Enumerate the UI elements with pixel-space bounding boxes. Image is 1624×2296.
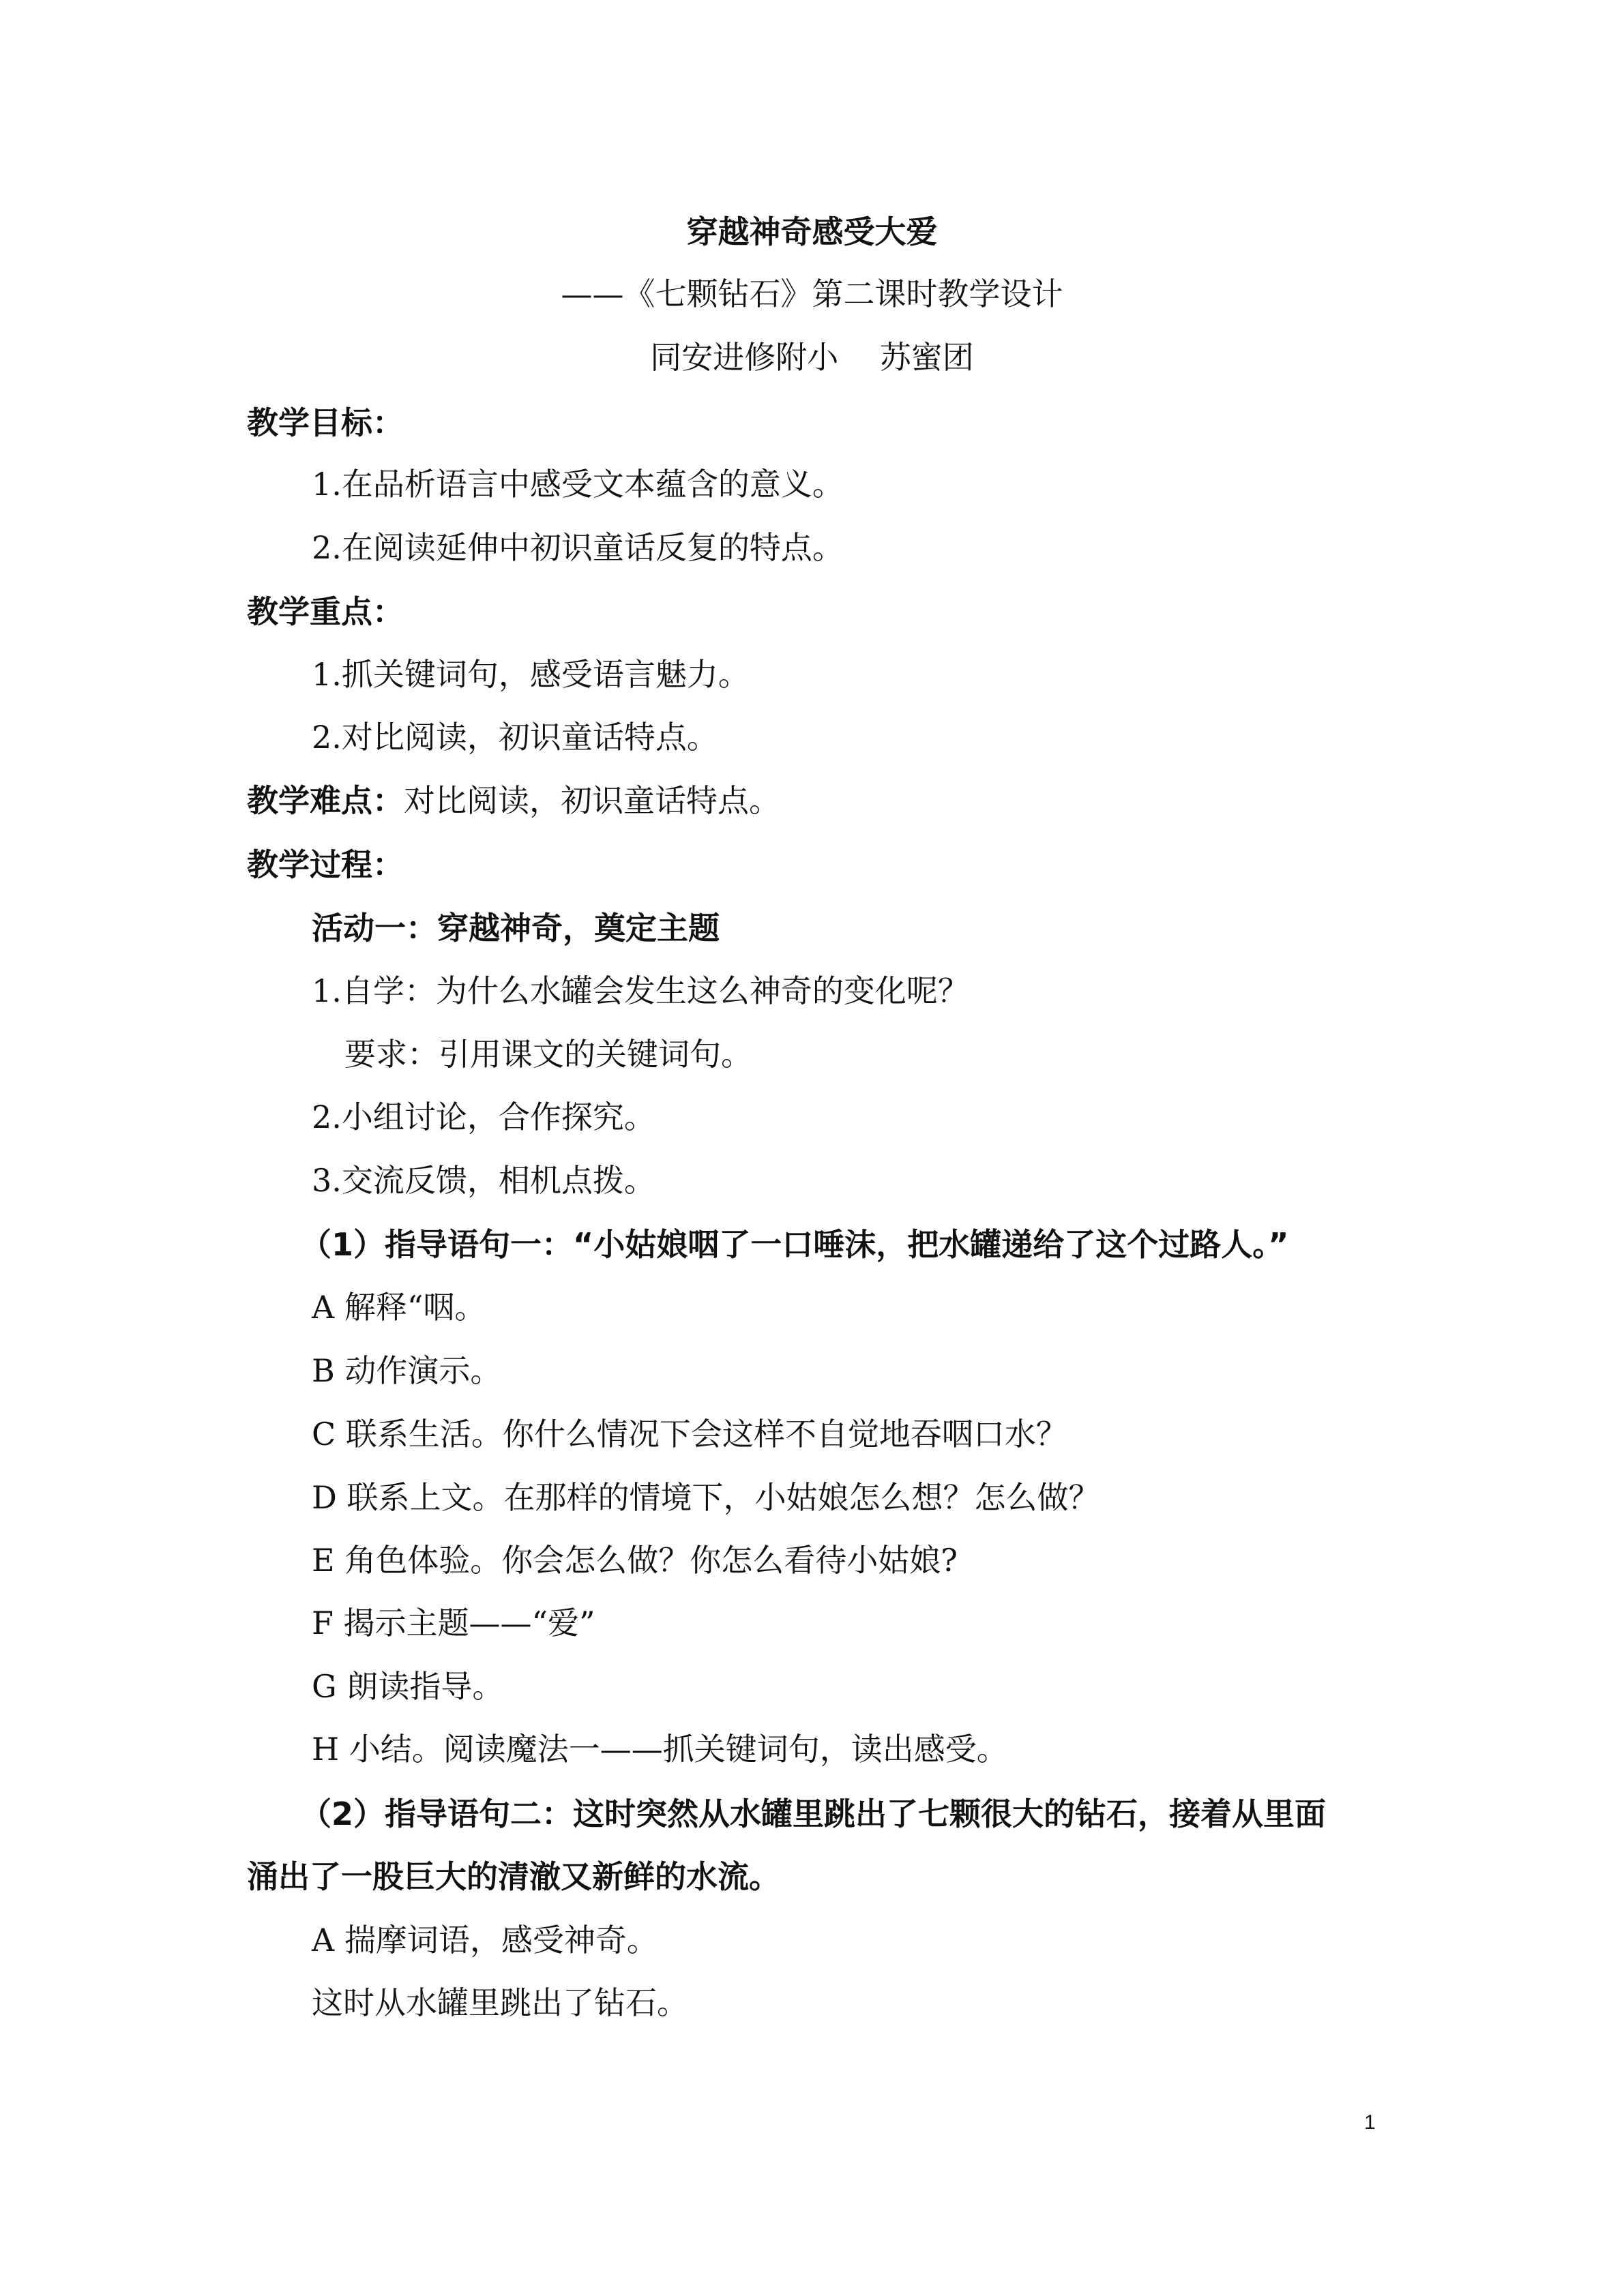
activity-title: 活动一：穿越神奇，奠定主题 (312, 910, 720, 946)
key-points-heading: 教学重点： (247, 593, 404, 630)
document-subtitle: ——《七颗钻石》第二课时教学设计 (561, 275, 1063, 312)
document-title: 穿越神奇感受大爱 (686, 213, 938, 250)
sentence-one-item: E 角色体验。你会怎么做？你怎么看待小姑娘? (312, 1542, 958, 1579)
page-number: 1 (1364, 2111, 1376, 2134)
process-heading: 教学过程： (247, 846, 404, 883)
sentence-one-item: C 联系生活。你什么情况下会这样不自觉地吞咽口水？ (312, 1416, 1067, 1452)
difficulty-text: 对比阅读，初识童话特点。 (404, 782, 780, 819)
goal-item: 1.在品析语言中感受文本蕴含的意义。 (312, 466, 844, 503)
goals-heading: 教学目标： (247, 404, 404, 441)
difficulty-line (247, 781, 780, 820)
sentence-one-item: D 联系上文。在那样的情境下，小姑娘怎么想？怎么做？ (312, 1479, 1100, 1516)
sentence-one-item: A 解释“咽。 (312, 1289, 486, 1326)
goal-item: 2.在阅读延伸中初识童话反复的特点。 (312, 529, 844, 566)
sentence-one-item: G 朗读指导。 (312, 1668, 504, 1705)
sentence-one-item: F 揭示主题——“爱” (312, 1605, 595, 1641)
document-author: 同安进修附小 苏蜜团 (650, 339, 974, 376)
sentence-two-item: A 揣摩词语，感受神奇。 (312, 1922, 658, 1958)
key-point-item: 2.对比阅读，初识童话特点。 (312, 719, 718, 756)
activity-step: 1.自学：为什么水罐会发生这么神奇的变化呢？ (312, 972, 969, 1009)
sentence-two-title-line-2: 涌出了一股巨大的清澈又新鲜的水流。 (247, 1858, 780, 1895)
activity-step: 2.小组讨论，合作探究。 (312, 1099, 655, 1135)
sentence-one-title: （1）指导语句一：“小姑娘咽了一口唾沫，把水罐递给了这个过路人。” (300, 1226, 1289, 1263)
sentence-one-item: B 动作演示。 (312, 1352, 502, 1389)
sentence-two-item: 这时从水罐里跳出了钻石。 (312, 1984, 688, 2021)
activity-step: 要求：引用课文的关键词句。 (344, 1036, 752, 1073)
sentence-one-item: H 小结。阅读魔法一——抓关键词句，读出感受。 (312, 1731, 1008, 1768)
activity-step: 3.交流反馈，相机点拨。 (312, 1162, 655, 1199)
sentence-two-title-line-1: （2）指导语句二：这时突然从水罐里跳出了七颗很大的钻石，接着从里面 (300, 1795, 1327, 1832)
key-point-item: 1.抓关键词句，感受语言魅力。 (312, 656, 750, 693)
difficulty-heading: 教学难点： (247, 782, 404, 819)
